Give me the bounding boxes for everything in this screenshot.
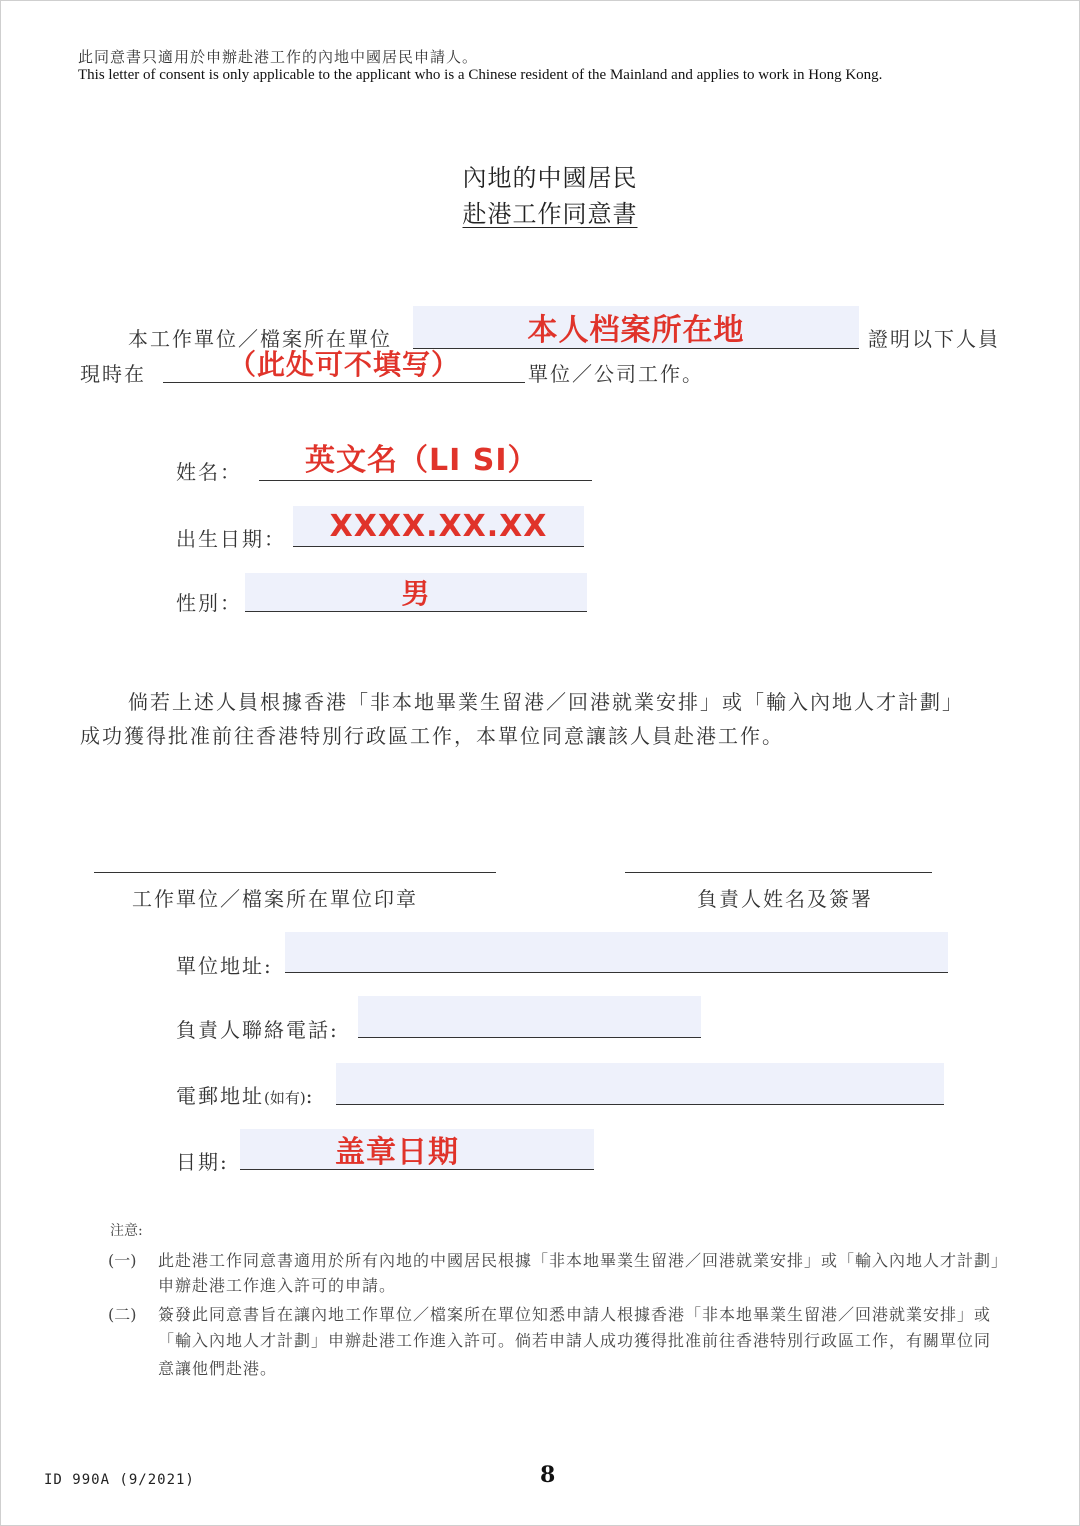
- note-1-number: (一): [108, 1251, 137, 1270]
- signer-signature-line[interactable]: [625, 872, 932, 873]
- date-field[interactable]: [240, 1129, 594, 1170]
- unit-field[interactable]: [413, 306, 859, 349]
- note-2-line1: 簽發此同意書旨在讓內地工作單位／檔案所在單位知悉申請人根據香港「非本地畢業生留港／回港就業安排」或: [158, 1305, 992, 1324]
- company-field-value: （此处可不填写）: [227, 348, 460, 381]
- applicability-note-en: This letter of consent is only applicable to the applicant who is a Chinese resident of the Mainland and applies to work in Hong Kong.: [78, 67, 883, 83]
- document-title-underlined: 赴港工作同意書: [462, 200, 638, 228]
- notes-heading: 注意:: [110, 1223, 143, 1239]
- consent-line1: 倘若上述人員根據香港「非本地畢業生留港／回港就業安排」或「輸入內地人才計劃」: [128, 690, 964, 714]
- note-2-line3: 意讓他們赴港。: [158, 1359, 278, 1378]
- address-field[interactable]: [285, 932, 948, 973]
- name-label: 姓名：: [176, 460, 242, 484]
- name-field-value: 英文名（LI SI）: [305, 443, 539, 478]
- name-field[interactable]: [259, 434, 592, 481]
- company-field[interactable]: [163, 344, 525, 383]
- note-2-number: (二): [108, 1305, 137, 1324]
- dob-label: 出生日期：: [176, 527, 286, 551]
- phone-field[interactable]: [358, 996, 701, 1038]
- stamp-signature-line[interactable]: [94, 872, 496, 873]
- email-label-colon: :: [305, 1084, 315, 1108]
- applicability-note-zh: 此同意書只適用於申辦赴港工作的內地中國居民申請人。: [78, 48, 479, 66]
- intro-text-company-work: 單位／公司工作。: [528, 362, 704, 386]
- email-label: [176, 1080, 314, 1109]
- signer-label: 負責人姓名及簽署: [697, 887, 873, 911]
- note-2-line2: 「輸入內地人才計劃」申辦赴港工作進入許可。倘若申請人成功獲得批准前往香港特別行政區工作，有關單位同: [158, 1331, 992, 1350]
- document-title-line2: [0, 194, 1080, 229]
- sex-field[interactable]: [245, 573, 587, 612]
- stamp-label: 工作單位／檔案所在單位印章: [132, 887, 418, 911]
- email-field[interactable]: [336, 1063, 944, 1105]
- phone-label: 負責人聯絡電話:: [176, 1018, 339, 1042]
- intro-text-currently-at: 現時在: [80, 362, 146, 386]
- unit-field-value: 本人档案所在地: [527, 313, 745, 348]
- sex-field-value: 男: [401, 577, 431, 610]
- page-number: 8: [540, 1462, 556, 1488]
- date-field-value: 盖章日期: [335, 1135, 459, 1170]
- date-label: 日期:: [176, 1150, 229, 1174]
- consent-line2: 成功獲得批准前往香港特別行政區工作，本單位同意讓該人員赴港工作。: [80, 724, 784, 748]
- note-1-line2: 申辦赴港工作進入許可的申請。: [158, 1276, 397, 1295]
- sex-label: 性別：: [176, 591, 242, 615]
- intro-text-certify: 證明以下人員: [868, 327, 1000, 351]
- email-optional-note: (如有): [264, 1089, 306, 1107]
- intro-text-unit-label: 本工作單位／檔案所在單位: [128, 327, 392, 351]
- note-1-line1: 此赴港工作同意書適用於所有內地的中國居民根據「非本地畢業生留港／回港就業安排」或「輸入內地人才計劃」: [158, 1251, 1009, 1270]
- email-label-text: 電郵地址: [176, 1084, 264, 1108]
- document-title-line1: 內地的中國居民: [462, 164, 638, 192]
- form-id: ID 990A (9/2021): [44, 1472, 195, 1488]
- address-label: 單位地址:: [176, 954, 273, 978]
- dob-field-value: XXXX.XX.XX: [329, 508, 548, 544]
- dob-field[interactable]: [293, 506, 584, 547]
